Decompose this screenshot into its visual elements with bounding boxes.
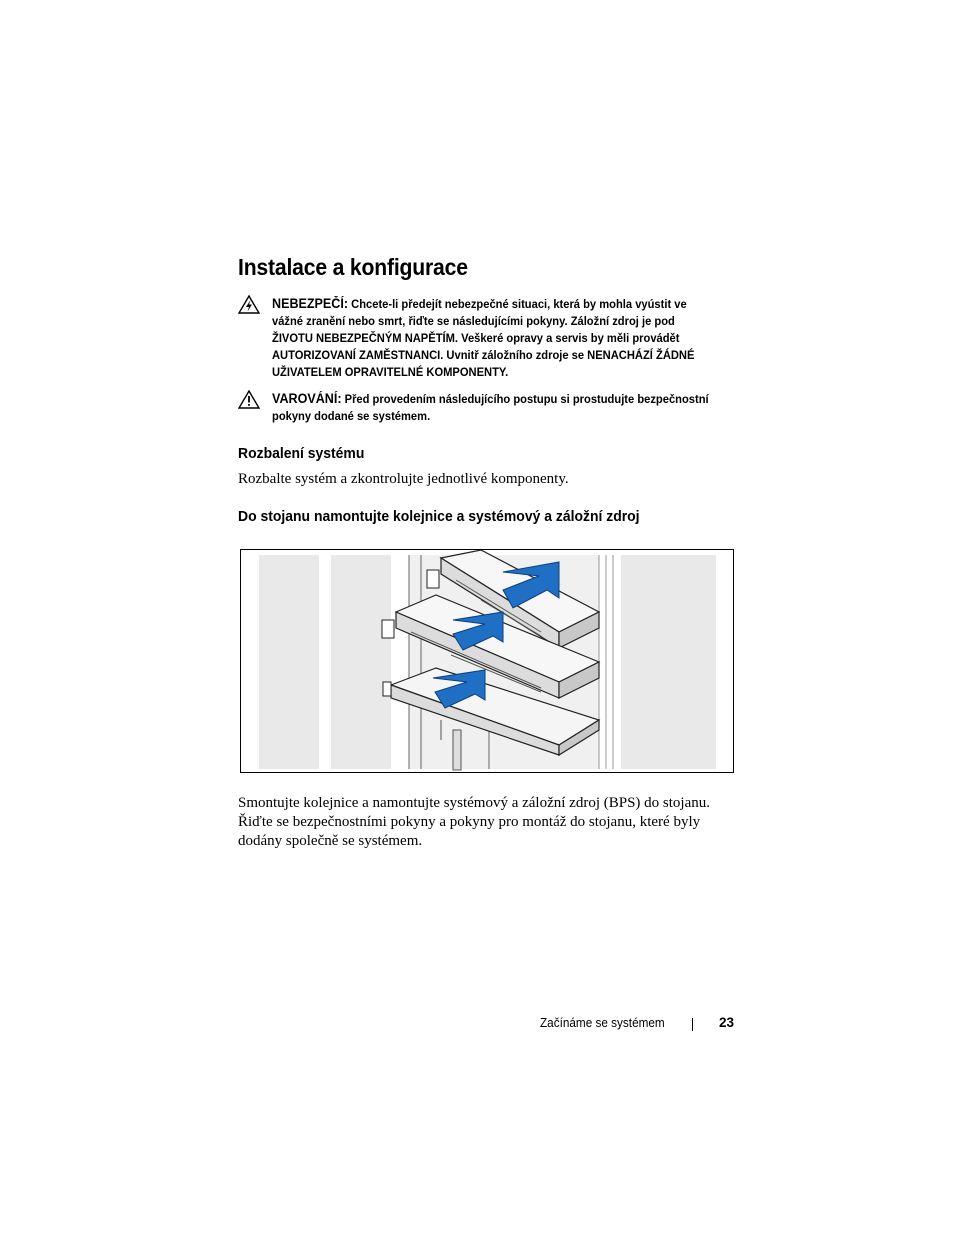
section-body-unpack: Rozbalte systém a zkontrolujte jednotlivé komponenty.	[238, 471, 569, 487]
warning-triangle-exclamation-icon	[238, 390, 260, 409]
section-heading-rack: Do stojanu namontujte kolejnice a systémový a záložní zdroj	[238, 508, 640, 525]
danger-notice	[238, 295, 738, 385]
warning-label: VAROVÁNÍ:	[272, 391, 342, 406]
rack-post	[621, 555, 716, 769]
rack-illustration-svg	[241, 550, 733, 772]
page-title: Instalace a konfigurace	[238, 254, 468, 280]
danger-text: Chcete-li předejít nebezpečné situaci, která by mohla vyústit ve vážné zranění nebo smrt, řiďte se následujícími pokyny. Záložní zdroj je pod ŽIVOTU NEBEZPEČNÝM NAPĚTÍM. Veškeré opravy a servis by měli provádět AUTORIZOVANÍ ZAMĚSTNANCI. Uvnitř záložního zdroje se NENACHÁZÍ ŽÁDNÉ UŽIVATELEM OPRAVITELNÉ KOMPONENTY.	[272, 297, 695, 379]
section-body-rack: Smontujte kolejnice a namontujte systémový a záložní zdroj (BPS) do stojanu. Řiďte se bezpečnostními pokyny a pokyny pro montáž do stojanu, které byly dodány společně se systémem.	[238, 795, 711, 849]
rack-install-illustration	[240, 549, 734, 773]
footer-separator	[692, 1018, 693, 1031]
footer-title: Začínáme se systémem	[540, 1016, 665, 1030]
page-number: 23	[719, 1015, 735, 1030]
danger-label: NEBEZPEČÍ:	[272, 296, 349, 311]
rack-post	[259, 555, 319, 769]
warning-text: Před provedením následujícího postupu si prostudujte bezpečnostní pokyny dodané se systémem.	[272, 392, 709, 423]
section-heading-unpack: Rozbalení systému	[238, 445, 365, 462]
warning-triangle-lightning-icon	[238, 295, 260, 314]
warning-notice	[238, 390, 738, 426]
rack-post	[331, 555, 391, 769]
